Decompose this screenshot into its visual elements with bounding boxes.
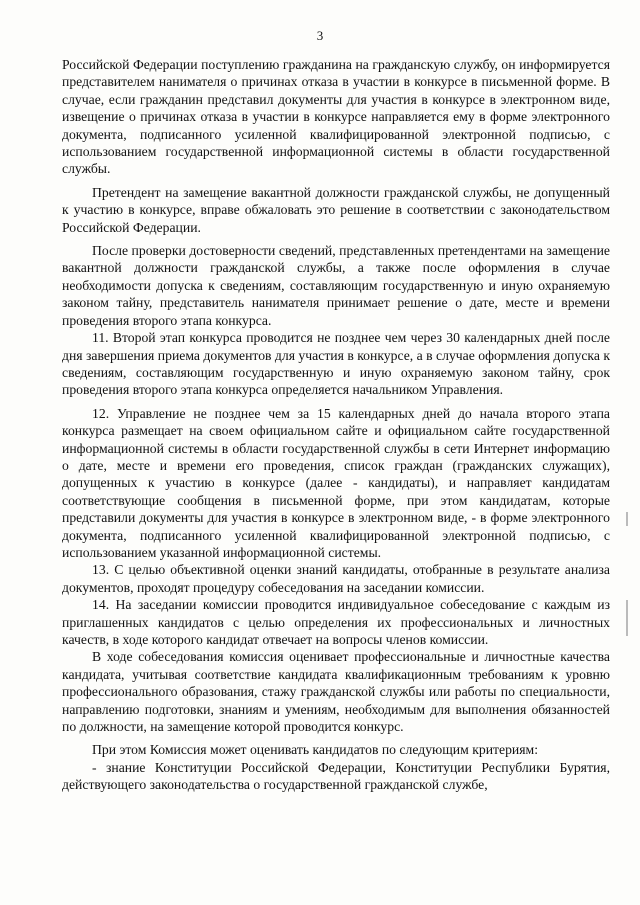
paragraph-2: Претендент на замещение вакантной должности гражданской службы, не допущенный к участию в конкурсе, вправе обжаловать это решение в соответствии с законодательством Российской Федерации. — [62, 184, 610, 235]
paragraph-assessment: В ходе собеседования комиссия оценивает профессиональные и личностные качества кандидата, учитывая соответствие кандидата квалификационным требованиям к уровню профессионального образования, стажу гражданской службы или работы по специальности, направлению подготовки, знаниям и умениям, необходимым для выполнения обязанностей по должности, на замещение которой проводится конкурс. — [62, 649, 610, 735]
paragraph-item-13: 13. С целью объективной оценки знаний кандидаты, отобранные в результате анализа документов, проходят процедуру собеседования на заседании комиссии. — [62, 562, 610, 595]
paragraph-1: Российской Федерации поступлению гражданина на гражданскую службу, он информируется представителем нанимателя о причинах отказа в участии в конкурсе в письменной форме. В случае, если гражданин представил документы для участия в конкурсе в электронном виде, извещение о причинах отказа в участии в конкурсе направляется ему в форме электронного документа, подписанного усиленной квалифицированной электронной подписью, с использованием государственной информационной системы в области государственной службы. — [62, 57, 610, 177]
paragraph-item-11: 11. Второй этап конкурса проводится не позднее чем через 30 календарных дней после дня завершения приема документов для участия в конкурсе, а в случае оформления допуска к сведениям, составляющим государственную и иную охраняемую законом тайну, срок проведения второго этапа конкурса определяется начальником Управления. — [62, 330, 611, 398]
scan-margin-mark — [626, 512, 628, 526]
paragraph-3: После проверки достоверности сведений, представленных претендентами на замещение вакантной должности гражданской службы, а также после оформления в случае необходимости допуска к сведениям, составляющим государственную и иную охраняемую законом тайну, представитель нанимателя принимает решение о дате, месте и времени проведения второго этапа конкурса. — [62, 243, 610, 328]
paragraph-criteria-item: - знание Конституции Российской Федерации, Конституции Республики Бурятия, действующего законодательства о государственной гражданской службе, — [62, 759, 610, 793]
page-number: 3 — [316, 28, 324, 43]
scan-margin-mark — [626, 600, 628, 636]
paragraph-criteria-intro: При этом Комиссия может оценивать кандидатов по следующим критериям: — [92, 742, 539, 758]
paragraph-item-12: 12. Управление не позднее чем за 15 календарных дней до начала второго этапа конкурса размещает на своем официальном сайте и официальном сайте государственной информационной системы в области государственной службы в сети Интернет информацию о дате, месте и времени его проведения, список граждан (гражданских служащих), допущенных к участию в конкурсе (далее - кандидаты), и направляет кандидатам соответствующие сообщения в письменной форме, при этом кандидатам, которые представили документы для участия в конкурсе в электронном виде, - в форме электронного документа, подписанного усиленной квалифицированной электронной подписью, с использованием указанной информационной системы. — [62, 405, 610, 560]
document-body — [62, 56, 610, 794]
paragraph-item-14: 14. На заседании комиссии проводится индивидуальное собеседование с каждым из приглашенных кандидатов с целью определения их профессиональных и личностных качеств, в ходе которого кандидат отвечает на вопросы членов комиссии. — [62, 597, 610, 647]
